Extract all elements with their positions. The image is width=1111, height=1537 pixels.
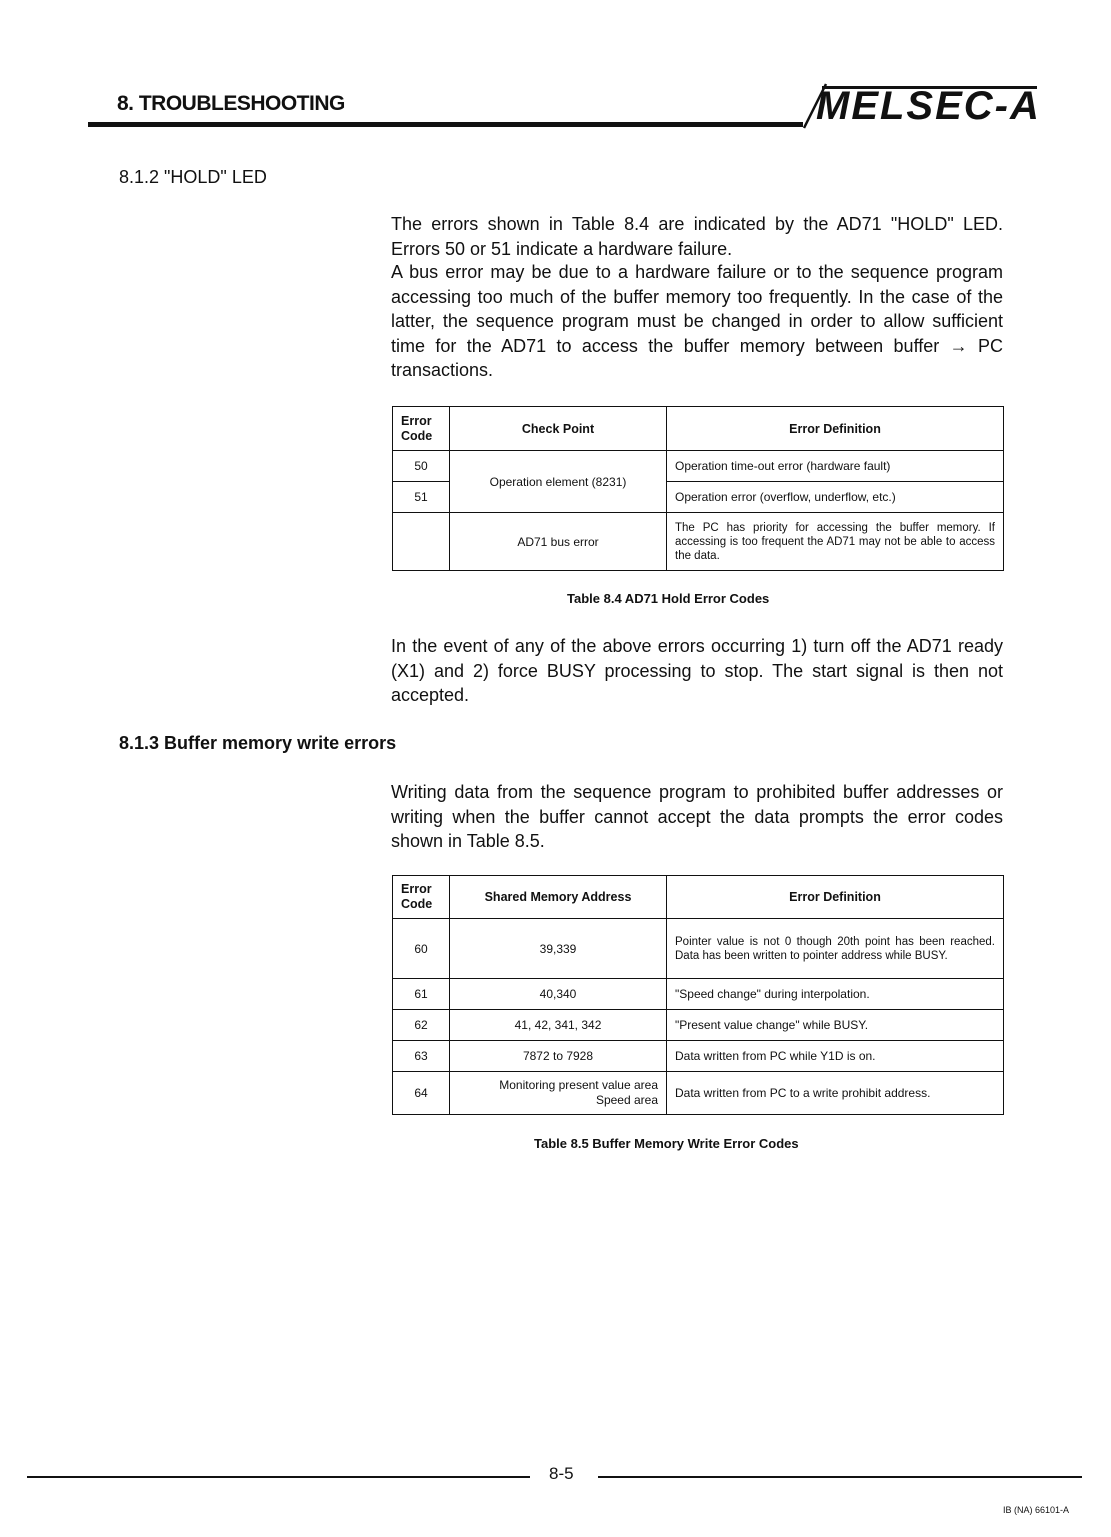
error-definition-cell: Operation time-out error (hardware fault): [667, 451, 1004, 482]
table-8-4: [392, 406, 1004, 571]
paragraph-bus-error: A bus error may be due to a hardware failure or to the sequence program accessing too much of the buffer memory too frequently. In the case of the latter, the sequence program must be changed in order to allow sufficient time for the AD71 to access the buffer memory between buffer → PC transactions.: [391, 262, 1003, 380]
table-header-error-code: Error Code: [393, 407, 450, 451]
error-code-cell: 60: [393, 919, 450, 979]
error-definition-cell: The PC has priority for accessing the buffer memory. If accessing is too frequent the AD71 may not be able to access the data.: [667, 513, 1004, 571]
error-definition-cell: "Speed change" during interpolation.: [667, 979, 1004, 1010]
document-code: IB (NA) 66101-A: [1003, 1505, 1070, 1515]
heading-8-1-3: 8.1.3 Buffer memory write errors: [119, 733, 397, 753]
address-line: Monitoring present value area: [499, 1078, 658, 1092]
table-8-4-caption: Table 8.4 AD71 Hold Error Codes: [567, 591, 770, 606]
address-line: Speed area: [595, 1093, 658, 1107]
page-number: 8-5: [549, 1464, 574, 1483]
paragraph-after-table-8-4: In the event of any of the above errors occurring 1) turn off the AD71 ready (X1) and 2) force BUSY processing to stop. The start signal is then not accepted.: [391, 636, 1003, 705]
paragraph-write-errors: Writing data from the sequence program to prohibited buffer addresses or writing when the buffer cannot accept the data prompts the error codes shown in Table 8.5.: [391, 782, 1003, 851]
table-row: [393, 1041, 1004, 1072]
error-code-cell: 64: [393, 1072, 450, 1115]
table-header-shared-memory-address: Shared Memory Address: [450, 876, 667, 919]
header-rule: [88, 122, 803, 127]
check-point-cell: AD71 bus error: [450, 513, 667, 571]
footer-rule-left: [27, 1476, 530, 1478]
address-cell: 7872 to 7928: [450, 1041, 667, 1072]
address-cell: 39,339: [450, 919, 667, 979]
error-definition-cell: Data written from PC while Y1D is on.: [667, 1041, 1004, 1072]
error-code-cell: 63: [393, 1041, 450, 1072]
melsec-logo: [800, 80, 1050, 130]
error-definition-cell: "Present value change" while BUSY.: [667, 1010, 1004, 1041]
heading-8-1-2: 8.1.2 "HOLD" LED: [119, 167, 267, 187]
paragraph-hold-led-intro: The errors shown in Table 8.4 are indicated by the AD71 "HOLD" LED. Errors 50 or 51 indicate a hardware failure.: [391, 214, 1003, 259]
error-definition-cell: Data written from PC to a write prohibit address.: [667, 1072, 1004, 1115]
error-code-cell: 50: [393, 451, 450, 482]
table-header-error-definition: Error Definition: [667, 407, 1004, 451]
table-row: [393, 979, 1004, 1010]
table-8-5: [392, 875, 1004, 1115]
footer-rule-right: [598, 1476, 1082, 1478]
table-row: [393, 919, 1004, 979]
table-header-check-point: Check Point: [450, 407, 667, 451]
error-code-cell: 61: [393, 979, 450, 1010]
table-header-error-code: Error Code: [393, 876, 450, 919]
address-cell: 40,340: [450, 979, 667, 1010]
address-cell: 41, 42, 341, 342: [450, 1010, 667, 1041]
error-code-cell: [393, 513, 450, 571]
error-definition-cell: Pointer value is not 0 though 20th point has been reached. Data has been written to pointer address while BUSY.: [667, 919, 1004, 979]
table-row: [393, 451, 1004, 482]
error-code-cell: 51: [393, 482, 450, 513]
table-row: [393, 1010, 1004, 1041]
section-title: 8. TROUBLESHOOTING: [117, 92, 345, 115]
check-point-cell: Operation element (8231): [450, 451, 667, 513]
logo-text: MELSEC-A: [816, 84, 1041, 128]
error-definition-cell: Operation error (overflow, underflow, etc.): [667, 482, 1004, 513]
table-row: [393, 513, 1004, 571]
table-8-5-caption: Table 8.5 Buffer Memory Write Error Codes: [534, 1136, 799, 1151]
error-code-cell: 62: [393, 1010, 450, 1041]
table-row: [393, 1072, 1004, 1115]
address-cell: [450, 1072, 667, 1115]
table-header-error-definition: Error Definition: [667, 876, 1004, 919]
